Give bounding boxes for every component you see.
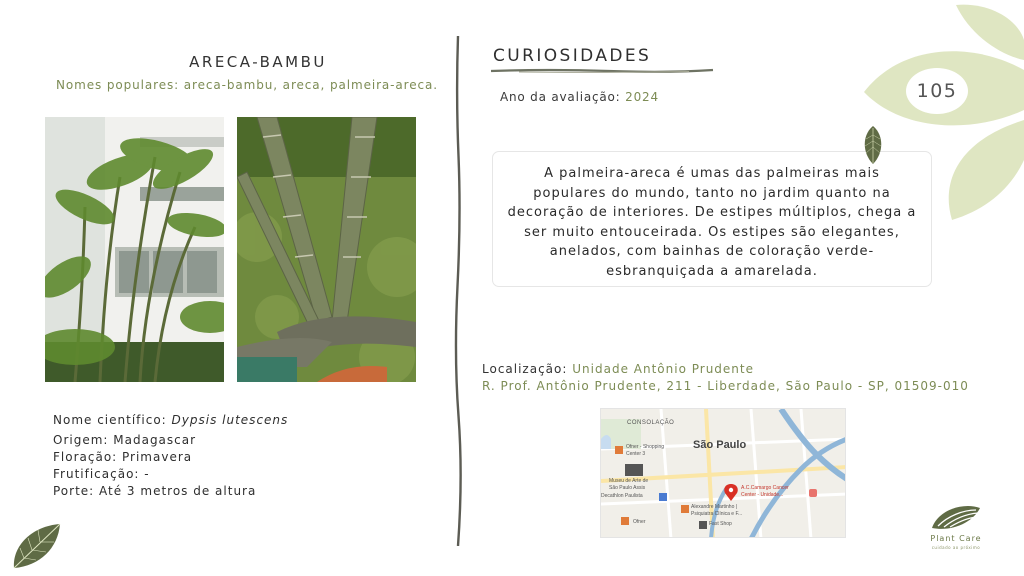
plant-photo-building — [45, 117, 224, 382]
map-poi-2: Museu de Arte de — [609, 478, 649, 484]
map-poi-1b: Center 3 — [626, 451, 646, 457]
location-label: Localização: — [482, 362, 568, 376]
location-unit: Unidade Antônio Prudente — [572, 362, 754, 376]
evaluation-year — [500, 90, 659, 104]
map-poi-1: Ofner - Shopping — [626, 444, 665, 450]
eval-label: Ano da avaliação: — [500, 90, 621, 104]
logo-tagline: cuidado ao próximo — [931, 545, 981, 550]
popular-names: Nomes populares: areca-bambu, areca, palmeira-areca. — [56, 78, 438, 92]
map-poi-6: Ofner — [633, 519, 646, 525]
map-poi-3: Decathlon Paulista — [601, 493, 643, 499]
scientific-name-row — [53, 412, 288, 429]
location-address: R. Prof. Antônio Prudente, 211 - Liberdade, São Paulo - SP, 01509-010 — [482, 379, 969, 393]
heading-underline — [489, 67, 715, 75]
flowering: Floração: Primavera — [53, 450, 193, 464]
map-label-city: São Paulo — [693, 439, 747, 451]
page-number: 105 — [906, 68, 968, 114]
vertical-divider — [452, 36, 464, 546]
map-poi-4b: Center - Unidade... — [741, 492, 784, 498]
map-poi-2b: São Paulo Assis — [609, 485, 646, 491]
map-poi-7: Fast Shop — [709, 521, 732, 527]
bottom-left-leaf-icon — [10, 522, 62, 570]
scientific-value: Dypsis lutescens — [171, 413, 289, 427]
plant-details — [53, 412, 288, 500]
size: Porte: Até 3 metros de altura — [53, 484, 257, 498]
map-poi-4: A.C.Camargo Cancer — [741, 485, 789, 491]
map-poi-5b: Psiquiatra Clínica e F... — [691, 511, 743, 517]
fruiting: Frutificação: - — [53, 467, 150, 481]
small-leaf-icon — [862, 125, 884, 165]
curiosities-heading: CURIOSIDADES — [493, 46, 652, 66]
location-map[interactable] — [600, 408, 846, 538]
curiosity-text-box: A palmeira-areca é umas das palmeiras mais populares do mundo, tanto no jardim quanto na decoração de interiores. De estipes múltiplos, chega a ser muito entouceirada. Os estipes são elegantes, anelados, com bainhas de coloração verde-esbranquiçada a amarelada. — [492, 151, 932, 287]
map-label-consolacao: CONSOLAÇÃO — [627, 420, 675, 426]
origin: Origem: Madagascar — [53, 433, 197, 447]
eval-year: 2024 — [625, 90, 659, 104]
plant-photo-trunks — [237, 117, 416, 382]
scientific-label: Nome científico: — [53, 413, 167, 427]
decorative-leaves-icon — [860, 0, 1024, 230]
location-block — [482, 361, 969, 395]
logo-name: Plant Care — [930, 534, 982, 543]
map-poi-5: Alexandre Martinho | — [691, 504, 738, 510]
plant-title: ARECA-BAMBU — [189, 53, 327, 71]
location-row — [482, 361, 969, 378]
